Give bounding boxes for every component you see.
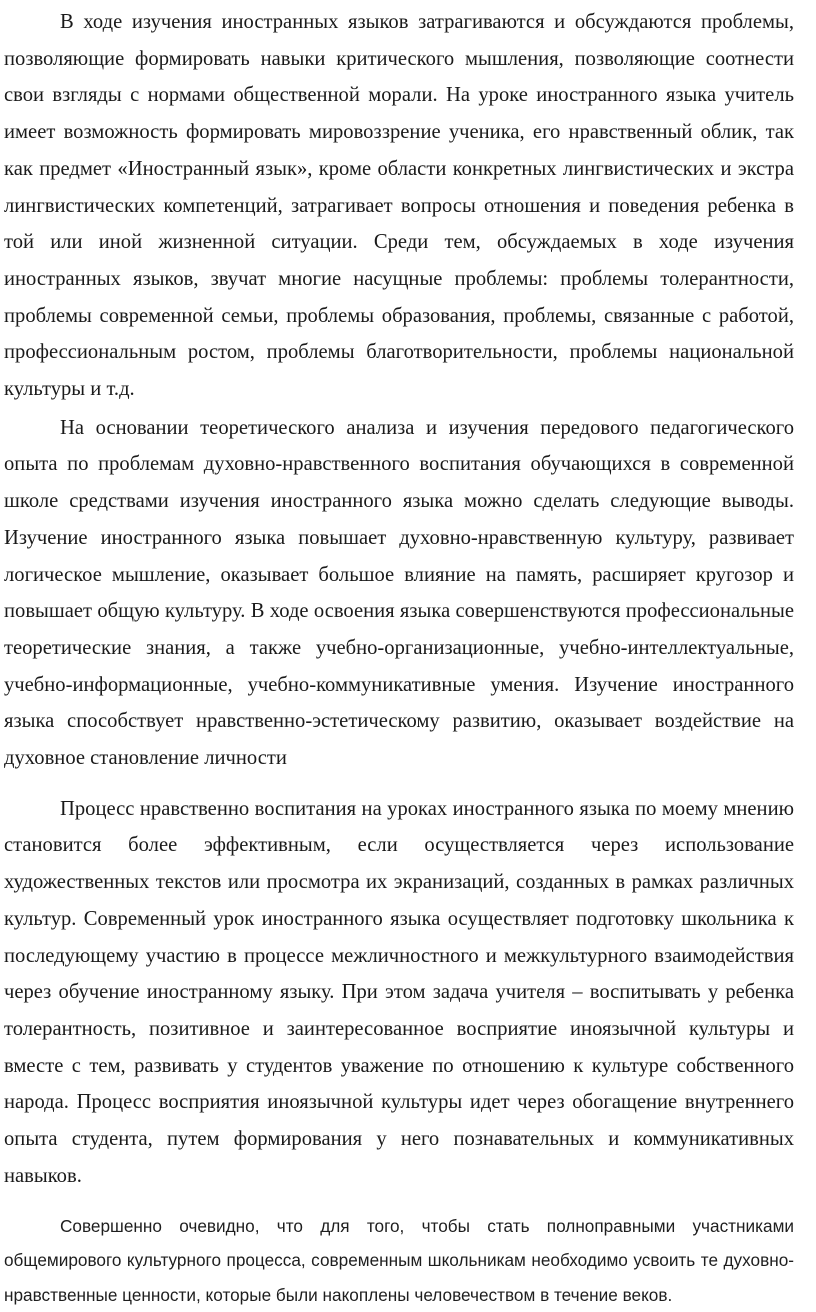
paragraph-2: На основании теоретического анализа и изучения передового педагогического опыта по проблемам духовно-нравственного воспитания обучающихся в современной школе средствами изучения иностранного языка можно сделать следующие выводы. Изучение иностранного языка повышает духовно-нравственную культуру, развивает логическое мышление, оказывает большое влияние на память, расширяет кругозор и повышает общую культуру. В ходе освоения языка совершенствуются профессиональные теоретические знания, а также учебно-организационные, учебно-интеллектуальные, учебно-информационные, учебно-коммуникативные умения. Изучение иностранного языка способствует нравственно-эстетическому развитию, оказывает воздействие на духовное становление личности [4,410,794,777]
paragraph-4: Совершенно очевидно, что для того, чтобы стать полноправными участниками общемирового культурного процесса, современным школьникам необходимо усвоить те духовно-нравственные ценности, которые были накоплены человечеством в течение веков. [4,1209,794,1312]
paragraph-3: Процесс нравственно воспитания на уроках иностранного языка по моему мнению становится более эффективным, если осуществляется через использование художественных текстов или просмотра их экранизаций, созданных в рамках различных культур. Современный урок иностранного языка осуществляет подготовку школьника к последующему участию в процессе межличностного и межкультурного взаимодействия через обучение иностранному языку. При этом задача учителя – воспитывать у ребенка толерантность, позитивное и заинтересованное восприятие иноязычной культуры и вместе с тем, развивать у студентов уважение по отношению к культуре собственного народа. Процесс восприятия иноязычной культуры идет через обогащение внутреннего опыта студента, путем формирования у него познавательных и коммуникативных навыков. [4,791,794,1195]
paragraph-1: В ходе изучения иностранных языков затрагиваются и обсуждаются проблемы, позволяющие формировать навыки критического мышления, позволяющие соотнести свои взгляды с нормами общественной морали. На уроке иностранного языка учитель имеет возможность формировать мировоззрение ученика, его нравственный облик, так как предмет «Иностранный язык», кроме области конкретных лингвистических и экстра лингвистических компетенций, затрагивает вопросы отношения и поведения ребенка в той или иной жизненной ситуации. Среди тем, обсуждаемых в ходе изучения иностранных языков, звучат многие насущные проблемы: проблемы толерантности, проблемы современной семьи, проблемы образования, проблемы, связанные с работой, профессиональным ростом, проблемы благотворительности, проблемы национальной культуры и т.д. [4,4,794,408]
